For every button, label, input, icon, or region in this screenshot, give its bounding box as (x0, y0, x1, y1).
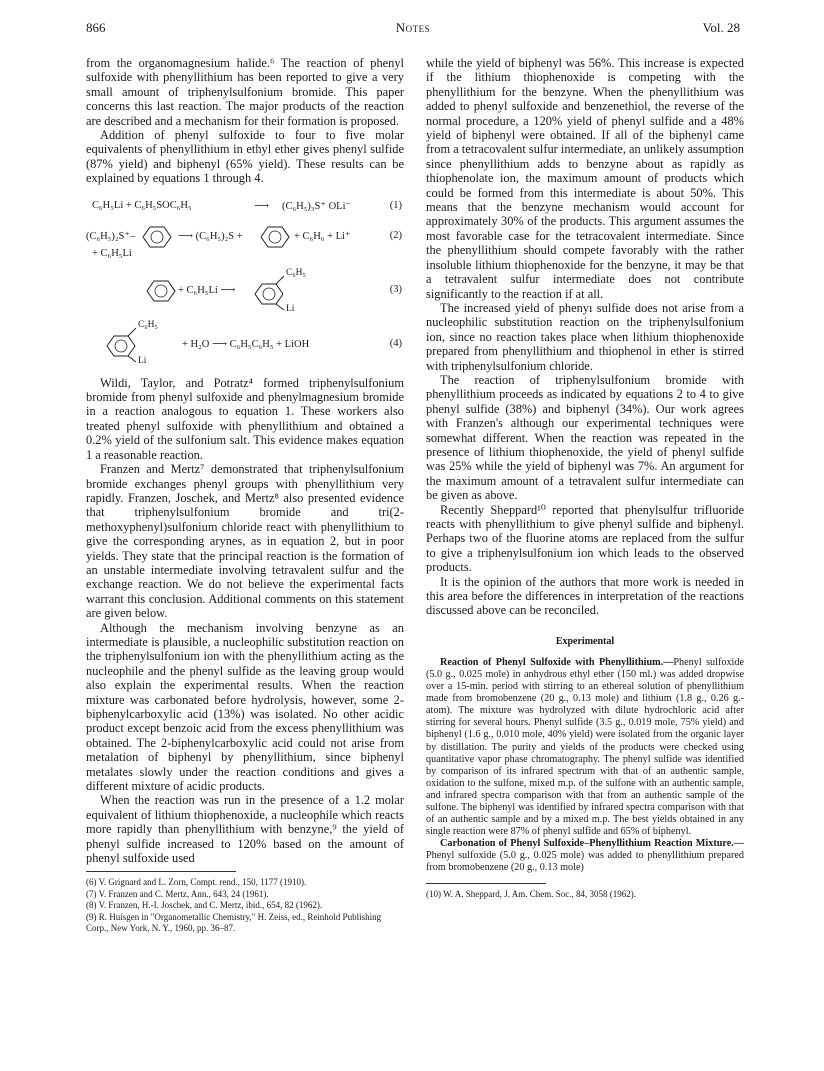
body-paragraph: Wildi, Taylor, and Potratz⁴ formed triphenylsulfonium bromide from phenyl sulfoxide and phenylmagnesium bromide in a reaction analogous to equation 1. These workers also treated phenyl sulfoxide with phenyllithium and obtained a 0.2% yield of the sulfonium salt. This evidence makes equation 1 a reasonable reaction. (86, 375, 404, 462)
equation-2-products-rest: + C₆H₆ + Li⁺ (294, 230, 351, 242)
equation-3-lithium: Li (286, 303, 295, 314)
body-paragraph: The increased yield of phenyı sulfide does not arise from a nucleophilic substitution reaction on the triphenylsulfonium ion, since no reaction takes place when lithium thiophenoxide prepared from phenyllithium and thiophenol in ether is stirred with triphenylsulfonium chloride. (426, 300, 744, 373)
page-number: 866 (86, 20, 106, 35)
equation-4 (86, 316, 404, 368)
running-head: Notes (395, 20, 431, 35)
equation-4-lithium: Li (138, 355, 147, 366)
equation-1-left: C₆H₅Li + C₆H₅SOC₆H₅ (92, 199, 192, 211)
experimental-paragraph (426, 838, 744, 874)
equation-1-arrow: ⟶ (254, 200, 270, 212)
body-paragraph: Franzen and Mertz⁷ demonstrated that triphenylsulfonium bromide exchanges phenyl groups with phenyllithium very rapidly. Franzen, Joschek, and Mertz⁸ also presented evidence that triphenylsulfonium bromide and tri(2-methoxyphenyl)sulfonium chloride react with phenyllithium to give the corresponding arynes, as in equation 2, but in poor yields. They state that the principal reaction is the formation of an unstable intermediate involving tetravalent sulfur and the exchange reaction. We do not believe the experimental facts warrant this conclusion. Additional comments on this statement are given below. (86, 462, 404, 621)
footnotes (426, 889, 744, 901)
footnote-rule (86, 871, 236, 872)
equation-2-products: ⟶ (C₆H₅)₂S + (178, 230, 243, 242)
body-paragraph: When the reaction was run in the presence of a 1.2 molar equivalent of lithium thiophenoxide, a nucleophile which reacts more rapidly than phenyllithium with benzyne,⁹ the yield of phenyl sulfide increased to 120% based on the amount of phenyl sulfoxide used (86, 793, 404, 866)
equation-3-number: (3) (389, 283, 402, 295)
footnote: (8) V. Franzen, H.-I. Joschek, and C. Mertz, ibid., 654, 82 (1962). (86, 900, 323, 911)
equation-1-number: (1) (389, 199, 402, 211)
body-paragraph: It is the opinion of the authors that more work is needed in this area before the differences in interpretation of the reactions discussed above can be reconciled. (426, 574, 744, 618)
equation-2 (86, 224, 404, 268)
right-column (426, 56, 744, 900)
equation-1-right: (C₆H₅)₃S⁺ OLi⁻ (282, 200, 352, 212)
footnote-rule (426, 883, 546, 884)
benzene-ring-icon (142, 224, 172, 250)
equation-4-number: (4) (389, 337, 402, 349)
footnote: (10) W. A. Sheppard, J. Am. Chem. Soc., 84, 3058 (1962). (426, 888, 636, 899)
footnote: (6) V. Grignard and L. Zorn, Compt. rend., 150, 1177 (1910). (86, 877, 307, 888)
equation-3 (86, 268, 404, 316)
experimental-text: Phenyl sulfoxide (5.0 g., 0.025 mole) was added to phenyllithium prepared from bromobenzene (20 g., 0.13 mole) (426, 850, 744, 874)
body-paragraph: Recently Sheppard¹⁰ reported that phenylsulfur trifluoride reacts with phenyllithium to give phenyl sulfide and biphenyl. Perhaps two of the fluorine atoms are replaced from the sulfur to give a triphenylsulfonium ion which leads to the observed products. (426, 502, 744, 575)
benzyne-ring-icon (146, 278, 176, 304)
volume-label: Vol. 28 (702, 20, 740, 35)
section-heading: Experimental (555, 635, 615, 647)
experimental-text: Phenyl sulfoxide (5.0 g., 0.025 mole) in anhydrous ethyl ether (150 ml.) was added dropwise over a 15-min. period with stirring to an ethereal solution of phenyllithium made from bromobenzene (20 g., 0.13 mole) and lithium (1.8 g., 0.26 g.-atom). The mixture was hydrolyzed with dilute hydrochloric acid after stirring for several hours. Phenyl sulfide (3.5 g., 0.019 mole, 75% yield) and biphenyl (1.6 g., 0.010 mole, 40% yield) were isolated from the organic layer by distillation. The purity and yields of the products were checked using quantitative vapor phase chromatography. The phenyl sulfide was identified by comparison of its infrared spectrum with that of an authentic sample, oxidation to the sulfone, mixed m.p. of the sulfone with an authentic sample, and infrared spectra comparison with that from an authentic sample of the sulfone. The biphenyl was identified by infrared spectra comparison with that of an authentic sample and by a mixed m.p. The best yields obtained in any single reaction were 87% of phenyl sulfide and 65% of biphenyl. (426, 656, 745, 838)
equation-2-number: (2) (389, 229, 402, 241)
footnotes (86, 877, 404, 935)
body-paragraph: Although the mechanism involving benzyne as an intermediate is plausible, a nucleophilic substitution reaction on the triphenylsulfonium ion with the phenyllithium acting as the nucleophile and the phenyl sulfide as the leaving group would also explain the experimental results. When the reaction mixture was carbonated before hydrolysis, however, some 2-biphenylcarboxylic acid (13%) was isolated. No other acidic product except benzoic acid from the excess phenyllithium was obtained. The 2-biphenylcarboxylic acid could not arise from metalation of biphenyl by phenyllithium, since biphenyl metalates slowly under the reaction conditions and gives a different mixture of acidic products. (86, 620, 404, 794)
equation-1 (86, 194, 404, 224)
equation-2-reagent: + C₆H₅Li (92, 247, 132, 259)
footnote: (7) V. Franzen and C. Mertz, Ann., 643, 24 (1961). (86, 888, 269, 899)
run-in-heading: Carbonation of Phenyl Sulfoxide–Phenyllithium Reaction Mixture.— (440, 838, 744, 850)
equation-4-substituent: C₆H₅ (138, 319, 158, 330)
equation-2-reactant: (C₆H₅)₂S⁺– (86, 230, 136, 242)
body-paragraph: while the yield of biphenyl was 56%. This increase is expected if the lithium thiophenoxide is competing with the phenyllithium for the benzyne. When the phenyllithium was added to phenyl sulfoxide and benzenethiol, the reverse of the normal procedure, a 120% yield of phenyl sulfide and a 48% yield of biphenyl were obtained. If all of the biphenyl came from a tetracovalent sulfur intermediate, an unlikely assumption since phenyllithium adds to benzyne about as rapidly as thiophenolate ion, the maximum amount of products which could be formed from this intermediate is about 50%. This means that the benzyne mechanism would account for approximately 30% of the products. This argument assumes the most favorable case for the tetracovalent intermediate. Since the phenyllithium should compete favorably with the rather insoluble lithium thiophenoxide for the benzyne, it may be that a tetravalent sulfur intermediate does not contribute significantly to the reaction if at all. (426, 56, 744, 301)
body-paragraph: Addition of phenyl sulfoxide to four to five molar equivalents of phenyllithium in ethyl ether gives phenyl sulfide (87% yield) and biphenyl (65% yield). These results can be explained by equations 1 through 4. (86, 128, 404, 186)
left-column (86, 56, 404, 935)
body-paragraph: from the organomagnesium halide.⁶ The reaction of phenyl sulfoxide with phenyllithium has been reported to give a very small amount of triphenylsulfonium bromide. This paper concerns this last reaction. The major products of the reaction are described and a mechanism for their formation is proposed. (86, 56, 404, 128)
equation-4-rest: + H₂O ⟶ C₆H₅C₆H₅ + LiOH (182, 338, 310, 350)
footnote: (9) R. Huisgen in "Organometallic Chemistry," H. Zeiss, ed., Reinhold Publishing Corp., New York, N. Y., 1960, pp. 36–87. (86, 911, 382, 934)
run-in-heading: Reaction of Phenyl Sulfoxide with Phenyllithium.— (440, 656, 674, 668)
page-header (86, 20, 740, 40)
body-paragraph: The reaction of triphenylsulfonium bromide with phenyllithium proceeds as indicated by equations 2 to 4 to give phenyl sulfide (38%) and biphenyl (34%). Our work agrees with Franzen's although our experimental techniques were somewhat different. When the reaction was repeated in the presence of lithium thiophenoxide, the yield of phenyl sulfide was 25% while the yield of biphenyl was 7%. An argument for the maximum amount of a tetravalent sulfur intermediate can be given as above. (426, 372, 744, 503)
benzyne-ring-icon (260, 224, 290, 250)
equation-3-substituent: C₆H₅ (286, 267, 306, 278)
experimental-paragraph (426, 657, 744, 838)
equation-3-middle: + C₆H₅Li ⟶ (178, 284, 236, 296)
